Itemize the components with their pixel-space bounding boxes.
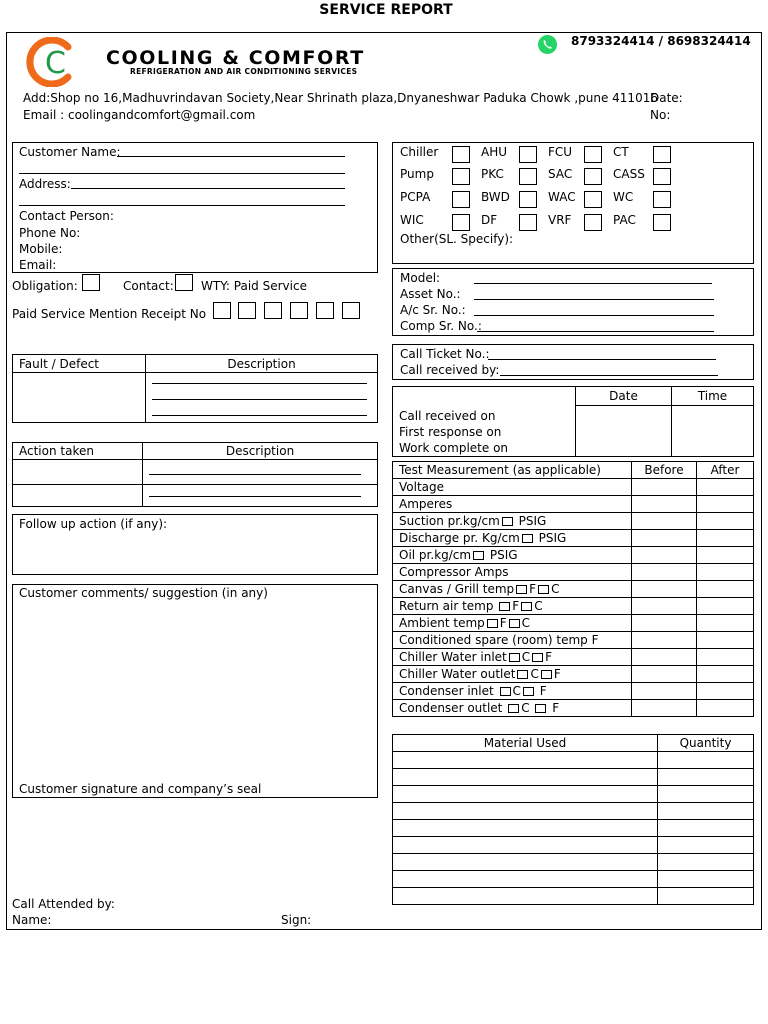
before-cell[interactable] <box>632 666 697 683</box>
quantity-cell[interactable] <box>658 769 754 786</box>
equipment-checkbox[interactable] <box>519 168 537 185</box>
after-cell[interactable] <box>697 530 754 547</box>
timing-time-cell[interactable] <box>672 406 754 457</box>
fault-description-cell[interactable] <box>146 373 378 423</box>
quantity-cell[interactable] <box>658 888 754 905</box>
timing-time-header: Time <box>672 387 754 406</box>
ac-sr-label: A/c Sr. No.: <box>400 303 466 317</box>
contact-checkbox[interactable] <box>175 274 193 291</box>
equipment-label: VRF <box>548 213 572 227</box>
measurement-label <box>393 479 632 496</box>
unit-label: C <box>530 667 539 681</box>
date-label: Date: <box>650 91 683 105</box>
equipment-label: DF <box>481 213 498 227</box>
unit-label: C <box>521 616 531 630</box>
customer-box <box>12 142 378 273</box>
quantity-cell[interactable] <box>658 820 754 837</box>
action-description-cell[interactable] <box>143 485 378 507</box>
equipment-label: Chiller <box>400 145 439 159</box>
customer-name-field[interactable] <box>117 156 345 157</box>
obligation-checkbox[interactable] <box>82 274 100 291</box>
after-cell[interactable] <box>697 564 754 581</box>
action-description-header: Description <box>143 443 378 460</box>
equipment-checkbox[interactable] <box>452 146 470 163</box>
quantity-cell[interactable] <box>658 871 754 888</box>
material-cell[interactable] <box>393 769 658 786</box>
quantity-cell[interactable] <box>658 837 754 854</box>
ac-sr-field[interactable] <box>474 315 714 316</box>
material-row <box>393 854 754 871</box>
model-field[interactable] <box>474 283 712 284</box>
after-cell[interactable] <box>697 683 754 700</box>
equipment-checkbox[interactable] <box>584 191 602 208</box>
comp-sr-label: Comp Sr. No.: <box>400 319 482 333</box>
receipt-digit-box[interactable] <box>290 302 308 319</box>
call-attended-label: Call Attended by: <box>12 897 115 911</box>
material-row <box>393 888 754 905</box>
after-cell[interactable] <box>697 632 754 649</box>
measurement-label-text: Chiller Water inlet <box>399 650 507 664</box>
timing-date-cell[interactable] <box>576 406 672 457</box>
follow-up-label: Follow up action (if any): <box>19 517 168 531</box>
action-table <box>12 442 378 507</box>
unit-label: PSIG <box>514 514 547 528</box>
unit-checkbox[interactable] <box>521 602 532 611</box>
receipt-label: Paid Service Mention Receipt No <box>12 307 207 321</box>
equipment-checkbox[interactable] <box>653 146 671 163</box>
after-cell[interactable] <box>697 700 754 717</box>
measurement-label <box>393 615 632 632</box>
measurement-label <box>393 666 632 683</box>
description-line[interactable] <box>152 399 367 400</box>
measurement-label <box>393 513 632 530</box>
before-cell[interactable] <box>632 649 697 666</box>
unit-label: C <box>534 599 543 613</box>
material-row <box>393 752 754 769</box>
equipment-checkbox[interactable] <box>519 146 537 163</box>
before-cell[interactable] <box>632 683 697 700</box>
measurement-label-text: Amperes <box>399 497 453 511</box>
material-row <box>393 786 754 803</box>
measurement-row <box>393 479 754 496</box>
material-cell[interactable] <box>393 820 658 837</box>
measurement-label <box>393 496 632 513</box>
page-title: SERVICE REPORT <box>319 2 453 18</box>
measurement-label-text: Compressor Amps <box>399 565 509 579</box>
company-logo <box>22 37 82 87</box>
material-table <box>392 734 754 905</box>
measurement-label-text: Oil pr.kg/cm <box>399 548 472 562</box>
unit-checkbox[interactable] <box>487 619 498 628</box>
measurement-label <box>393 632 632 649</box>
equipment-label: AHU <box>481 145 508 159</box>
material-header: Material Used <box>393 735 658 752</box>
before-header: Before <box>632 462 697 479</box>
before-cell[interactable] <box>632 530 697 547</box>
unit-label: PSIG <box>534 531 567 545</box>
equipment-label: WAC <box>548 190 576 204</box>
measurement-label-text: Suction pr.kg/cm <box>399 514 500 528</box>
measurement-row <box>393 530 754 547</box>
measurement-row <box>393 581 754 598</box>
unit-checkbox[interactable] <box>523 687 534 696</box>
material-row <box>393 769 754 786</box>
before-cell[interactable] <box>632 547 697 564</box>
material-row <box>393 837 754 854</box>
mobile-label: Mobile: <box>19 242 63 256</box>
timing-labels <box>393 406 576 457</box>
quantity-cell[interactable] <box>658 854 754 871</box>
fault-description-header: Description <box>146 355 378 373</box>
measurement-label-text: Condenser inlet <box>399 684 498 698</box>
unit-label: F <box>545 650 553 664</box>
contact-person-label: Contact Person: <box>19 209 114 223</box>
email-label: Email: <box>19 258 57 272</box>
measurement-row <box>393 496 754 513</box>
measurement-label <box>393 564 632 581</box>
company-address: Add:Shop no 16,Madhuvrindavan Society,Near Shrinath plaza,Dnyaneshwar Paduka Chowk ,pune 411016 <box>23 91 658 105</box>
after-cell[interactable] <box>697 496 754 513</box>
after-cell[interactable] <box>697 479 754 496</box>
unit-label: C <box>512 684 521 698</box>
measurement-row <box>393 598 754 615</box>
unit-label: C <box>551 582 560 596</box>
unit-checkbox[interactable] <box>522 534 533 543</box>
unit-label: F <box>535 684 547 698</box>
description-line[interactable] <box>152 383 367 384</box>
unit-checkbox[interactable] <box>541 670 552 679</box>
equipment-label: CT <box>613 145 629 159</box>
material-row <box>393 871 754 888</box>
timing-row-label: Call received on <box>399 408 496 423</box>
model-label: Model: <box>400 271 441 285</box>
after-cell[interactable] <box>697 547 754 564</box>
equipment-checkbox[interactable] <box>584 214 602 231</box>
receipt-digit-box[interactable] <box>264 302 282 319</box>
unit-label: F <box>548 701 560 715</box>
measurement-row <box>393 649 754 666</box>
measurement-label-text: Voltage <box>399 480 445 494</box>
equipment-label: FCU <box>548 145 573 159</box>
receipt-digit-box[interactable] <box>342 302 360 319</box>
receipt-digit-box[interactable] <box>238 302 256 319</box>
equipment-label: BWD <box>481 190 510 204</box>
measurement-label-text: Condenser outlet <box>399 701 507 715</box>
unit-label: F <box>499 616 507 630</box>
before-cell[interactable] <box>632 598 697 615</box>
unit-label: F <box>553 667 561 681</box>
receipt-digit-box[interactable] <box>316 302 334 319</box>
address-field[interactable] <box>71 188 345 189</box>
measurement-label-text: Canvas / Grill temp <box>399 582 515 596</box>
equipment-checkbox[interactable] <box>584 168 602 185</box>
attended-sign-label: Sign: <box>281 913 312 927</box>
fault-header: Fault / Defect <box>13 355 146 373</box>
description-line[interactable] <box>152 415 367 416</box>
equipment-label: CASS <box>613 167 645 181</box>
measurement-label-text: Chiller Water outlet <box>399 667 516 681</box>
equipment-label: Pump <box>400 167 434 181</box>
action-cell[interactable] <box>13 485 143 507</box>
measurement-row <box>393 615 754 632</box>
measurement-label-text: Conditioned spare (room) temp F <box>399 633 599 647</box>
after-cell[interactable] <box>697 666 754 683</box>
quantity-cell[interactable] <box>658 803 754 820</box>
equipment-checkbox[interactable] <box>653 168 671 185</box>
company-email: Email : coolingandcomfort@gmail.com <box>23 108 256 122</box>
equipment-label: WIC <box>400 213 424 227</box>
before-cell[interactable] <box>632 564 697 581</box>
timing-row-label: Work complete on <box>399 440 509 455</box>
comments-label: Customer comments/ suggestion (in any) <box>19 586 268 600</box>
equipment-label: WC <box>613 190 634 204</box>
measurement-label <box>393 530 632 547</box>
before-cell[interactable] <box>632 513 697 530</box>
signature-label: Customer signature and company’s seal <box>19 782 262 796</box>
unit-label: C <box>521 701 534 715</box>
unit-label: F <box>512 599 520 613</box>
ticket-field[interactable] <box>488 359 716 360</box>
quantity-cell[interactable] <box>658 786 754 803</box>
report-no-label: No: <box>650 108 671 122</box>
equipment-checkbox[interactable] <box>452 214 470 231</box>
logo-letter: C <box>45 46 66 81</box>
measurement-label-text: Return air temp <box>399 599 498 613</box>
receipt-digit-box[interactable] <box>213 302 231 319</box>
obligation-label: Obligation: <box>12 279 78 293</box>
material-cell[interactable] <box>393 803 658 820</box>
phone-numbers: 8793324414 / 8698324414 <box>571 34 751 48</box>
unit-label: PSIG <box>486 548 518 562</box>
before-cell[interactable] <box>632 615 697 632</box>
material-cell[interactable] <box>393 871 658 888</box>
attended-name-label: Name: <box>12 913 52 927</box>
measurement-row <box>393 564 754 581</box>
equipment-label: PKC <box>481 167 504 181</box>
measurement-label <box>393 700 632 717</box>
after-header: After <box>697 462 754 479</box>
measurement-row <box>393 513 754 530</box>
comments-box[interactable] <box>12 584 378 798</box>
equipment-checkbox[interactable] <box>584 146 602 163</box>
unit-label: F <box>529 582 537 596</box>
material-cell[interactable] <box>393 786 658 803</box>
customer-name-field-2[interactable] <box>19 173 345 174</box>
contact-label: Contact: <box>123 279 174 293</box>
after-cell[interactable] <box>697 513 754 530</box>
before-cell[interactable] <box>632 700 697 717</box>
material-cell[interactable] <box>393 888 658 905</box>
after-cell[interactable] <box>697 581 754 598</box>
timing-table <box>392 386 754 457</box>
unit-checkbox[interactable] <box>502 517 513 526</box>
measurement-label <box>393 581 632 598</box>
unit-checkbox[interactable] <box>473 551 484 560</box>
description-line[interactable] <box>149 474 361 475</box>
timing-date-header: Date <box>576 387 672 406</box>
measurement-header: Test Measurement (as applicable) <box>393 462 632 479</box>
unit-checkbox[interactable] <box>538 585 549 594</box>
measurement-label <box>393 683 632 700</box>
address-label: Address: <box>19 177 71 191</box>
after-cell[interactable] <box>697 615 754 632</box>
quantity-cell[interactable] <box>658 752 754 769</box>
measurement-label <box>393 598 632 615</box>
unit-checkbox[interactable] <box>500 687 511 696</box>
equipment-label: PAC <box>613 213 636 227</box>
other-specify-label: Other(SL. Specify): <box>400 232 514 246</box>
unit-checkbox[interactable] <box>517 670 528 679</box>
equipment-label: PCPA <box>400 190 431 204</box>
unit-checkbox[interactable] <box>499 602 510 611</box>
customer-name-label: Customer Name: <box>19 145 121 159</box>
address-field-2[interactable] <box>19 205 345 206</box>
equipment-checkbox[interactable] <box>653 191 671 208</box>
measurement-label-text: Discharge pr. Kg/cm <box>399 531 520 545</box>
equipment-checkbox[interactable] <box>519 191 537 208</box>
unit-checkbox[interactable] <box>532 653 543 662</box>
fault-cell[interactable] <box>13 373 146 423</box>
timing-row-label: First response on <box>399 424 502 439</box>
measurement-label <box>393 649 632 666</box>
asset-label: Asset No.: <box>400 287 461 301</box>
before-cell[interactable] <box>632 479 697 496</box>
equipment-checkbox[interactable] <box>452 168 470 185</box>
whatsapp-icon <box>538 35 557 54</box>
measurement-label <box>393 547 632 564</box>
equipment-label: SAC <box>548 167 573 181</box>
measurement-table <box>392 461 754 717</box>
asset-field[interactable] <box>474 299 714 300</box>
before-cell[interactable] <box>632 581 697 598</box>
material-cell[interactable] <box>393 854 658 871</box>
measurement-label-text: Ambient temp <box>399 616 485 630</box>
description-line[interactable] <box>149 496 361 497</box>
equipment-checkbox[interactable] <box>519 214 537 231</box>
unit-checkbox[interactable] <box>509 619 520 628</box>
before-cell[interactable] <box>632 632 697 649</box>
equipment-checkbox[interactable] <box>653 214 671 231</box>
measurement-row <box>393 683 754 700</box>
unit-checkbox[interactable] <box>535 704 546 713</box>
unit-checkbox[interactable] <box>508 704 519 713</box>
unit-checkbox[interactable] <box>516 585 527 594</box>
action-description-cell[interactable] <box>143 460 378 485</box>
material-row <box>393 803 754 820</box>
measurement-row <box>393 632 754 649</box>
fault-table <box>12 354 378 423</box>
measurement-row <box>393 666 754 683</box>
before-cell[interactable] <box>632 496 697 513</box>
received-by-label: Call received by: <box>400 363 500 377</box>
material-row <box>393 820 754 837</box>
ticket-label: Call Ticket No.: <box>400 347 490 361</box>
action-header: Action taken <box>13 443 143 460</box>
material-cell[interactable] <box>393 752 658 769</box>
after-cell[interactable] <box>697 598 754 615</box>
received-by-field[interactable] <box>500 375 718 376</box>
phone-label: Phone No: <box>19 226 81 240</box>
wty-label: WTY: Paid Service <box>201 279 307 293</box>
action-cell[interactable] <box>13 460 143 485</box>
measurement-row <box>393 700 754 717</box>
comp-sr-field[interactable] <box>477 331 714 332</box>
quantity-header: Quantity <box>658 735 754 752</box>
company-name: COOLING & COMFORT <box>106 47 365 69</box>
after-cell[interactable] <box>697 649 754 666</box>
material-cell[interactable] <box>393 837 658 854</box>
unit-label: C <box>521 650 531 664</box>
equipment-checkbox[interactable] <box>452 191 470 208</box>
company-tagline: REFRIGERATION AND AIR CONDITIONING SERVICES <box>130 67 358 76</box>
unit-checkbox[interactable] <box>509 653 520 662</box>
timing-blank-header <box>393 387 576 406</box>
measurement-row <box>393 547 754 564</box>
